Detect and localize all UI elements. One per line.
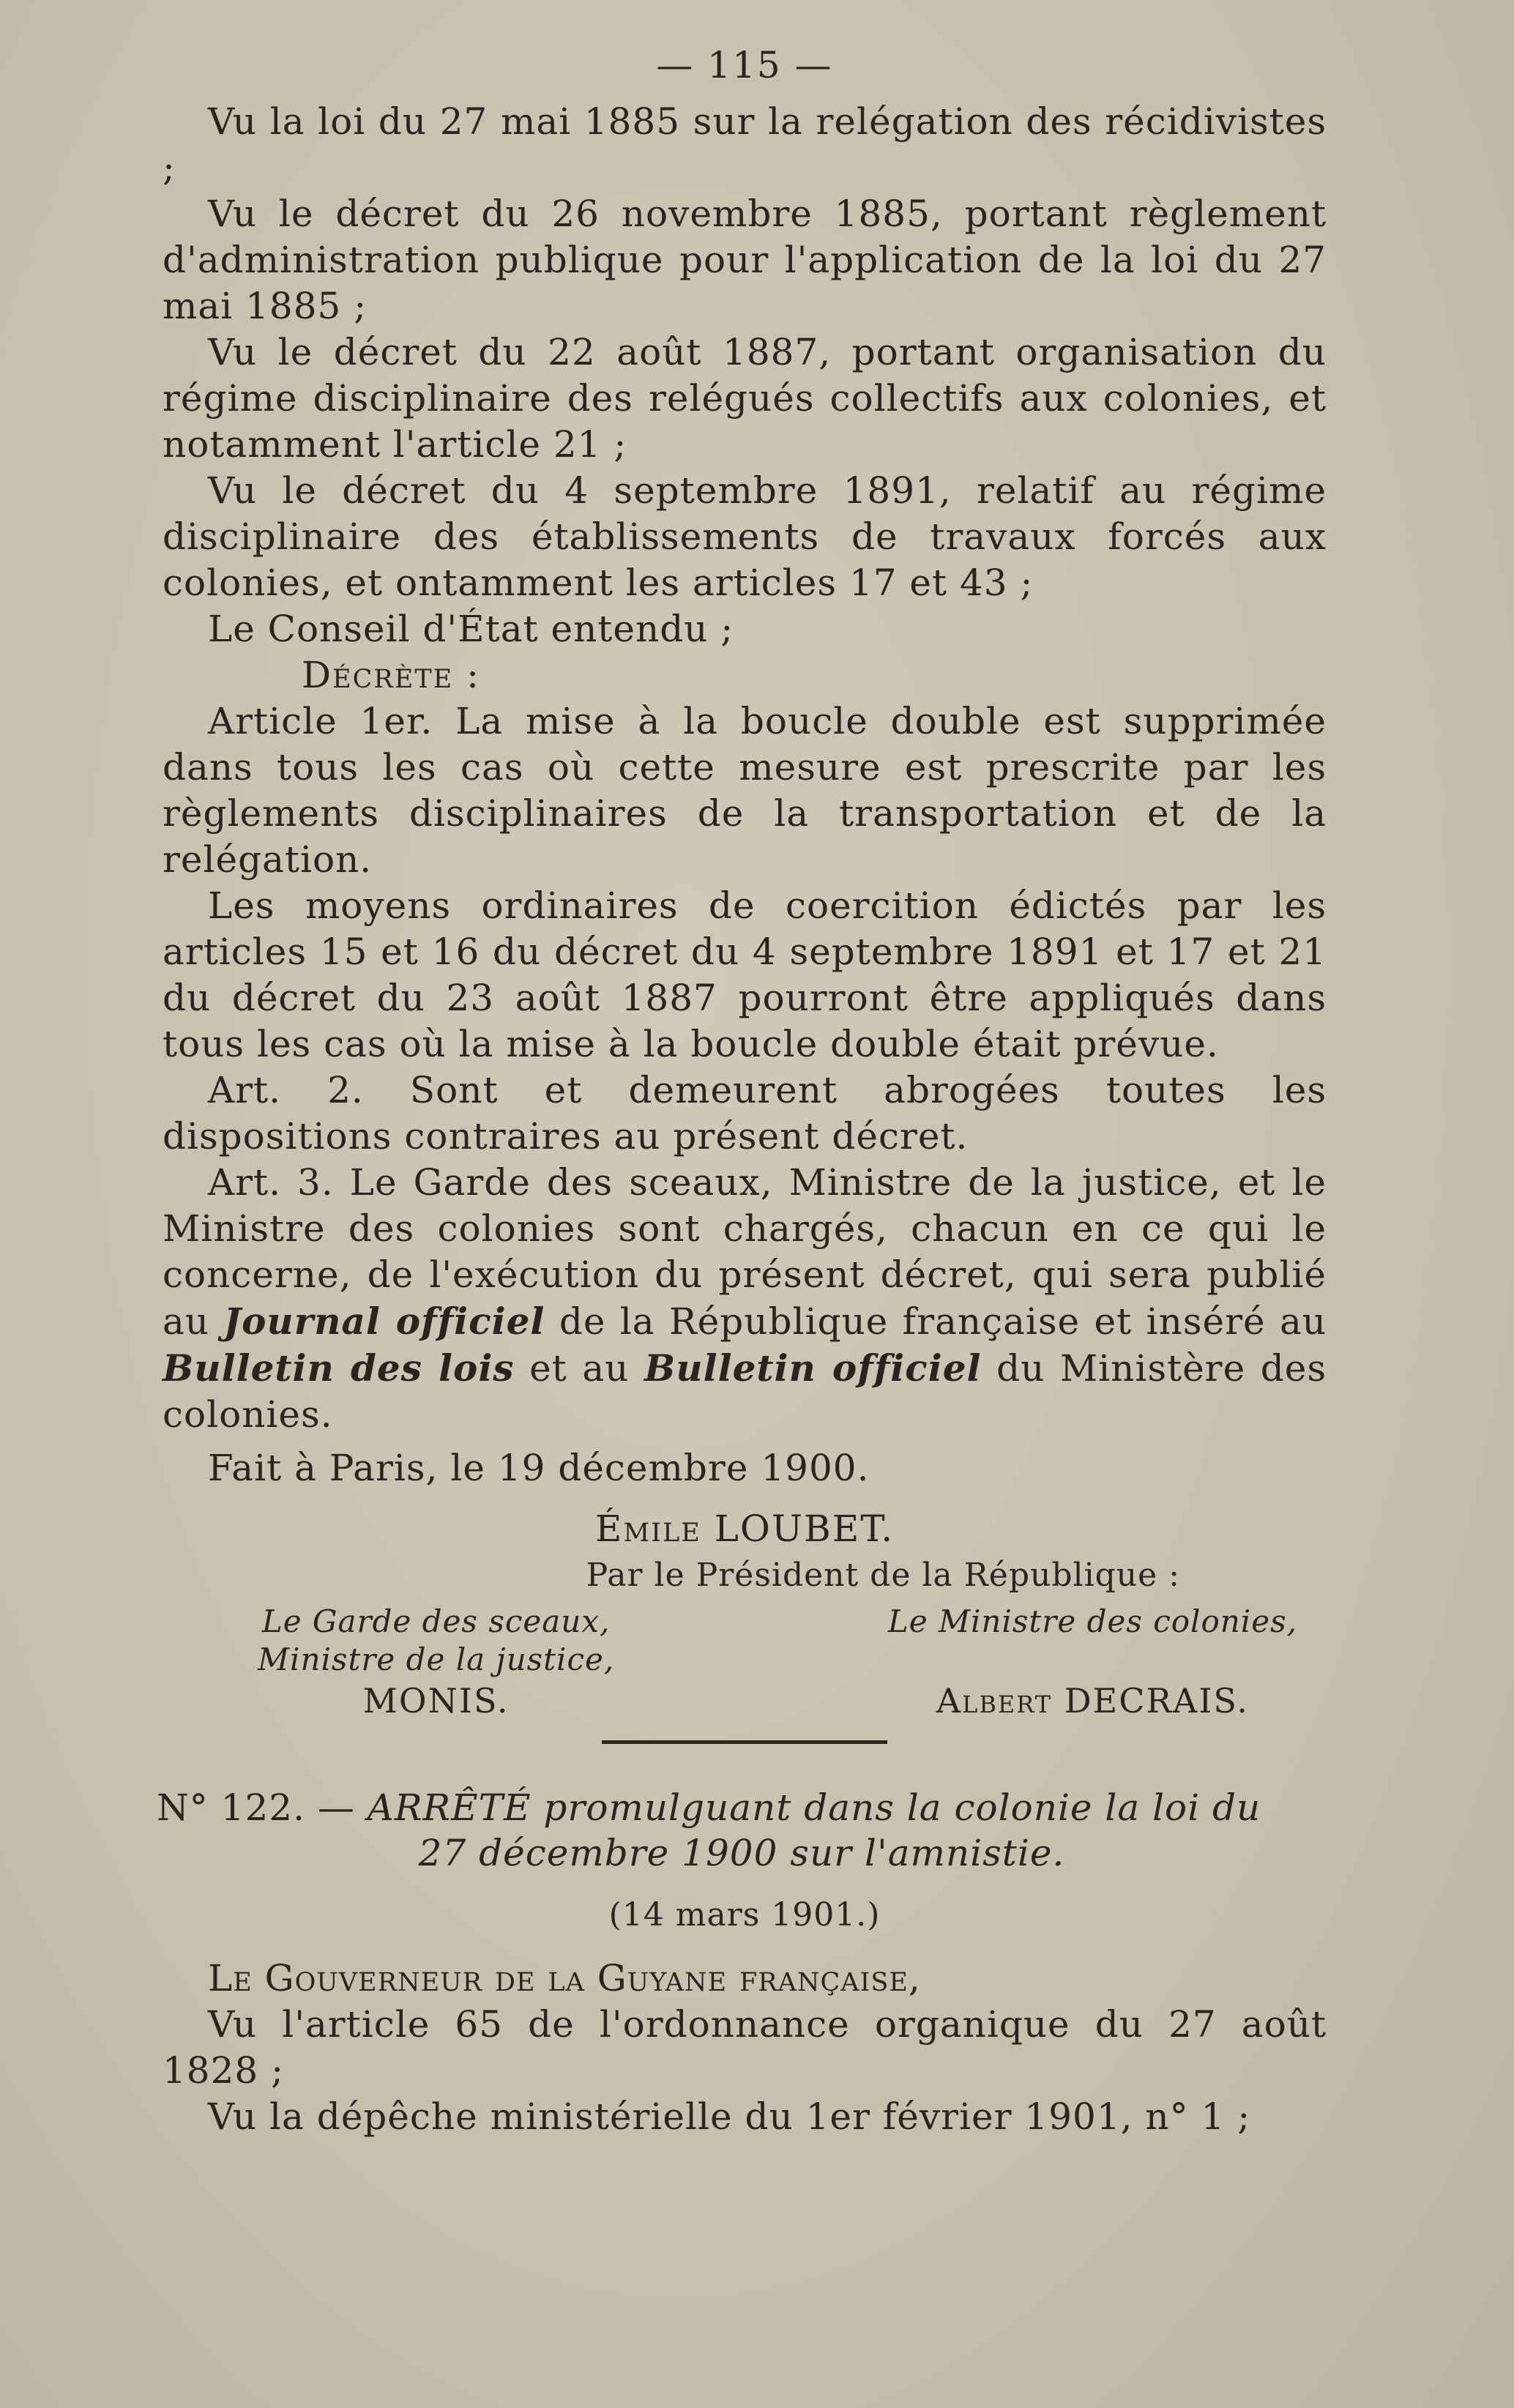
page-content <box>157 42 1327 2140</box>
arrete-vu-ordonnance: Vu l'article 65 de l'ordonnance organique du 27 août 1828 ; <box>163 2003 1327 2092</box>
signer-right-name: Albert DECRAIS. <box>936 1681 1249 1721</box>
decree-vu-loi-1885: Vu la loi du 27 mai 1885 sur la relégation des récidivistes ; <box>163 100 1327 189</box>
arrete-title-line-2: 27 décembre 1900 sur l'amnistie. <box>418 1832 1065 1874</box>
journal-officiel-title: Journal officiel <box>223 1300 545 1343</box>
arrete-date: (14 mars 1901.) <box>608 1896 881 1934</box>
signer-ministre-colonies <box>888 1603 1297 1720</box>
arrete-title-line-1: ARRÊTÉ promulguant dans la colonie la loi du <box>367 1786 1261 1829</box>
president-signature: Émile LOUBET. <box>594 1507 895 1550</box>
article-3-text-start: Art. 3. Le Garde des sceaux, Ministre de la justice, et le Ministre des colonies sont chargés, chacun en ce qui le concerne, de l'exécution du présent décret, qui sera publié au <box>163 1161 1327 1343</box>
section-divider <box>602 1740 887 1744</box>
decree-article-3 <box>163 1160 1327 1438</box>
decree-fait-a-paris: Fait à Paris, le 19 décembre 1900. <box>208 1447 870 1489</box>
bulletin-des-lois-title: Bulletin des lois <box>163 1346 515 1390</box>
article-3-text-end: du Ministère des colonies. <box>163 1347 1327 1436</box>
decree-article-2: Art. 2. Sont et demeurent abrogées toutes les dispositions contraires au présent décret. <box>163 1069 1327 1158</box>
arrete-title <box>157 1785 1327 1876</box>
page-number: — 115 — <box>656 44 833 86</box>
ministers-signatures <box>163 1603 1327 1720</box>
bulletin-officiel-title: Bulletin officiel <box>644 1346 982 1390</box>
arrete-number: N° 122. — <box>157 1786 368 1829</box>
article-3-text-and: et au <box>514 1347 644 1390</box>
signer-left-role-2: Ministre de la justice, <box>258 1641 615 1677</box>
decree-article-1-coercion: Les moyens ordinaires de coercition édictés par les articles 15 et 16 du décret du 4 septembre 1891 et 17 et 21 du décret du 23 août 1887 pourront être appliqués dans tous les cas où la mise à la boucle double était prévue. <box>163 884 1327 1065</box>
decree-article-1: Article 1er. La mise à la boucle double est supprimée dans tous les cas où cette mesure est prescrite par les règlements disciplinaires de la transportation et de la relégation. <box>163 700 1327 881</box>
signer-left-role-1: Le Garde des sceaux, <box>261 1603 611 1639</box>
gouverneur-text: Le Gouverneur de la Guyane française, <box>208 1957 921 1999</box>
signer-left-name: MONIS. <box>362 1681 510 1721</box>
article-3-text-mid: de la République française et inséré au <box>545 1300 1327 1343</box>
decree-vu-decret-1891: Vu le décret du 4 septembre 1891, relatif au régime disciplinaire des établissements de travaux forcés aux colonies, et ontamment les articles 17 et 43 ; <box>163 469 1327 604</box>
par-le-president: Par le Président de la République : <box>586 1557 1180 1594</box>
decree-vu-decret-1887: Vu le décret du 22 août 1887, portant organisation du régime disciplinaire des relégués collectifs aux colonies, et notamment l'article 21 ; <box>163 331 1327 466</box>
signer-right-role: Le Ministre des colonies, <box>887 1603 1297 1639</box>
arrete-vu-depeche: Vu la dépêche ministérielle du 1er février 1901, n° 1 ; <box>208 2095 1251 2138</box>
decree-conseil-etat: Le Conseil d'État entendu ; <box>208 608 734 650</box>
arrete-gouverneur <box>163 1956 1327 2002</box>
signer-garde-des-sceaux <box>258 1603 614 1720</box>
decree-vu-decret-1885: Vu le décret du 26 novembre 1885, portant règlement d'administration publique pour l'application de la loi du 27 mai 1885 ; <box>163 193 1327 327</box>
decree-decrete-heading: Décrète : <box>302 654 480 696</box>
